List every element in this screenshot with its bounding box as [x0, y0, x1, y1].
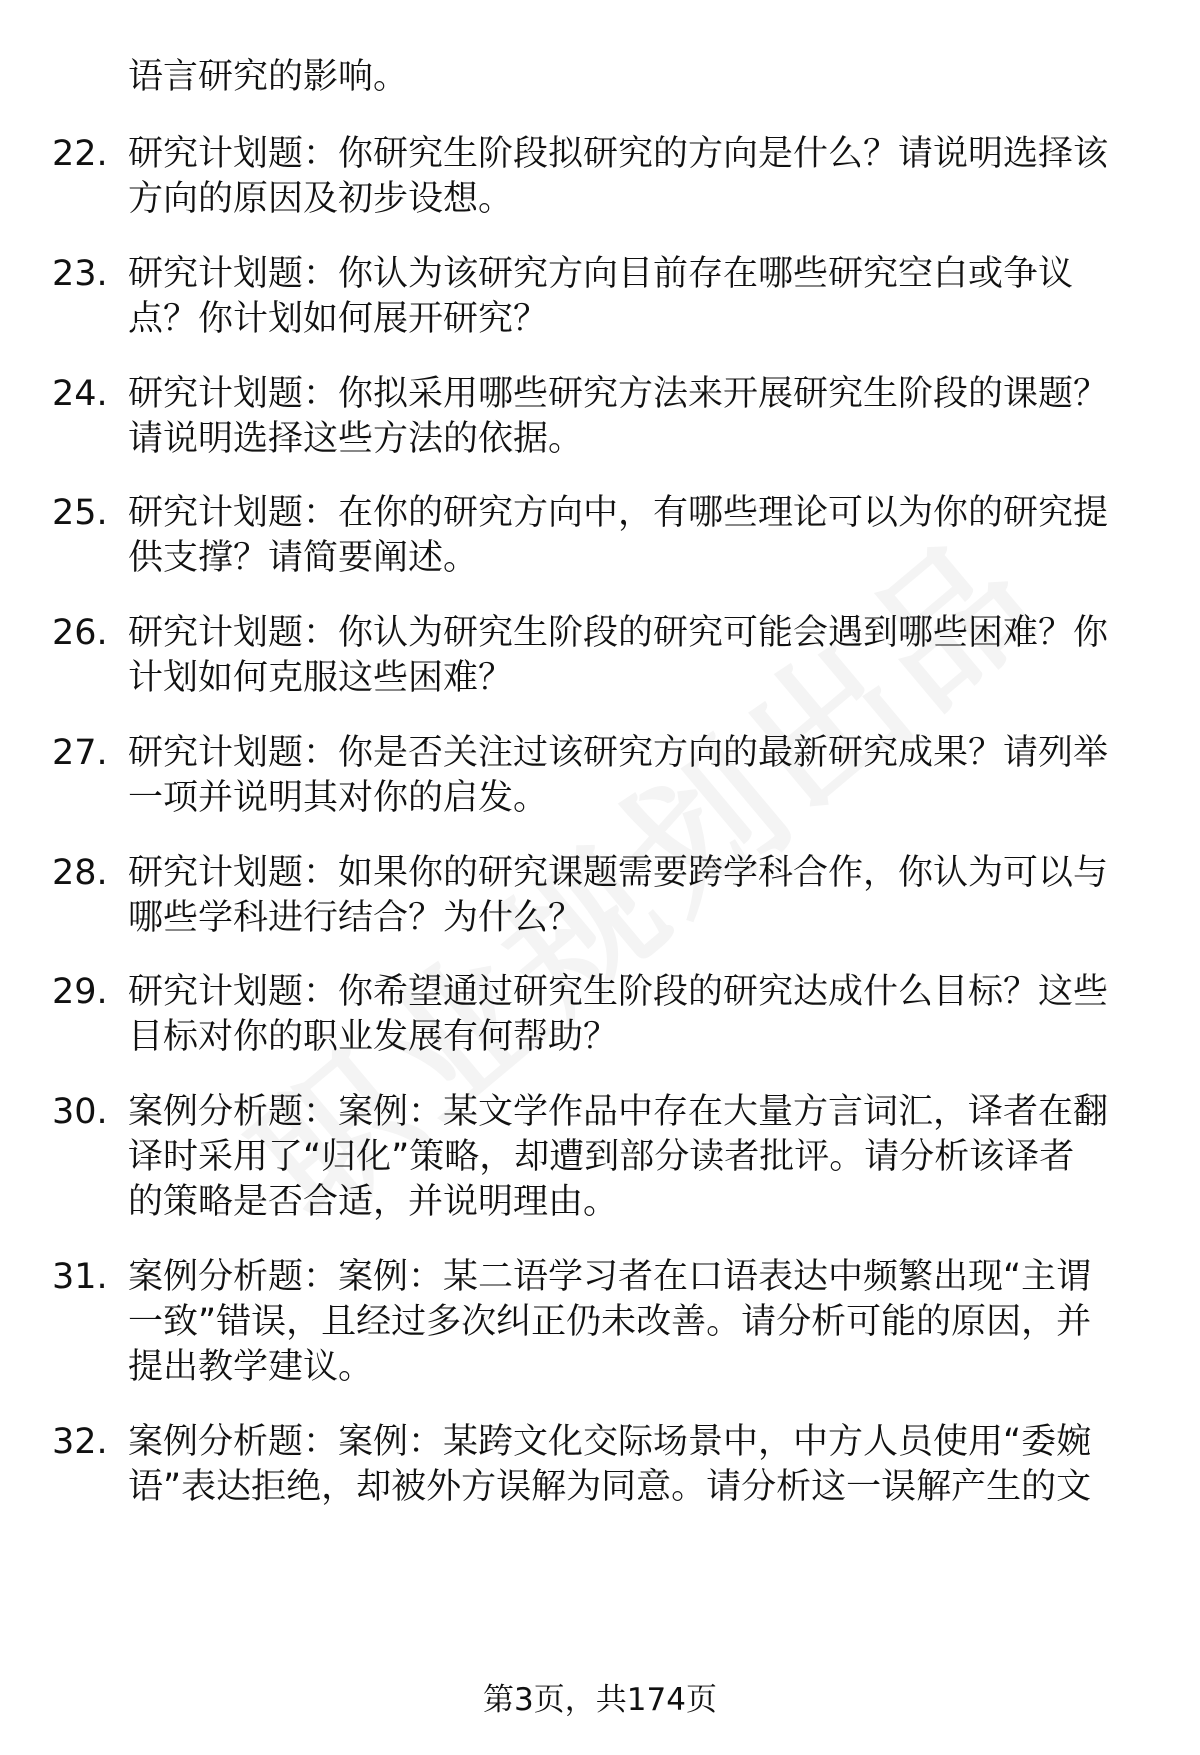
item-number: 27. — [52, 733, 108, 773]
item-text-line: 案例分析题：案例：某跨文化交际场景中，中方人员使用“委婉 — [128, 1422, 1092, 1462]
item-text-line: 目标对你的职业发展有何帮助？ — [128, 1017, 619, 1057]
item-text-line: 计划如何克服这些困难？ — [128, 658, 514, 698]
item-text-line: 的策略是否合适，并说明理由。 — [128, 1182, 619, 1222]
item-text-line: 研究计划题：如果你的研究课题需要跨学科合作，你认为可以与 — [128, 853, 1109, 893]
item-number: 26. — [52, 613, 108, 653]
item-text-line: 方向的原因及初步设想。 — [128, 179, 514, 219]
page-footer: 第3页，共174页 — [483, 1682, 717, 1718]
item-text-line: 语”表达拒绝，却被外方误解为同意。请分析这一误解产生的文 — [128, 1467, 1092, 1507]
item-number: 25. — [52, 493, 108, 533]
item-number: 24. — [52, 374, 108, 414]
item-text-line: 研究计划题：你希望通过研究生阶段的研究达成什么目标？这些 — [128, 972, 1109, 1012]
item-number: 30. — [52, 1092, 108, 1132]
item-text-line: 供支撑？请简要阐述。 — [128, 538, 479, 578]
item-number: 29. — [52, 972, 108, 1012]
item-text-line: 研究计划题：在你的研究方向中，有哪些理论可以为你的研究提 — [128, 493, 1109, 533]
item-text-line: 研究计划题：你拟采用哪些研究方法来开展研究生阶段的课题？ — [128, 374, 1109, 414]
item-number: 23. — [52, 254, 108, 294]
item-text-line: 案例分析题：案例：某文学作品中存在大量方言词汇，译者在翻 — [128, 1092, 1109, 1132]
item-number: 32. — [52, 1422, 108, 1462]
item-text-line: 研究计划题：你研究生阶段拟研究的方向是什么？请说明选择该 — [128, 134, 1109, 174]
item-number: 28. — [52, 853, 108, 893]
item-text-line: 哪些学科进行结合？为什么？ — [128, 898, 584, 938]
item-text-line: 研究计划题：你是否关注过该研究方向的最新研究成果？请列举 — [128, 733, 1109, 773]
item-text-line: 提出教学建议。 — [128, 1347, 374, 1387]
item-text-line: 一致”错误，且经过多次纠正仍未改善。请分析可能的原因，并 — [128, 1302, 1092, 1342]
item-text-line: 译时采用了“归化”策略，却遭到部分读者批评。请分析该译者 — [128, 1137, 1075, 1177]
item-number: 31. — [52, 1257, 108, 1297]
item-text-line: 点？你计划如何展开研究？ — [128, 299, 549, 339]
item-text-line: 请说明选择这些方法的依据。 — [128, 419, 584, 459]
item-text-line: 一项并说明其对你的启发。 — [128, 778, 549, 818]
item-text-line: 研究计划题：你认为该研究方向目前存在哪些研究空白或争议 — [128, 254, 1074, 294]
item-text-line: 研究计划题：你认为研究生阶段的研究可能会遇到哪些困难？你 — [128, 613, 1109, 653]
item-text-line: 案例分析题：案例：某二语学习者在口语表达中频繁出现“主谓 — [128, 1257, 1092, 1297]
intro-line: 语言研究的影响。 — [128, 57, 409, 97]
item-number: 22. — [52, 134, 108, 174]
